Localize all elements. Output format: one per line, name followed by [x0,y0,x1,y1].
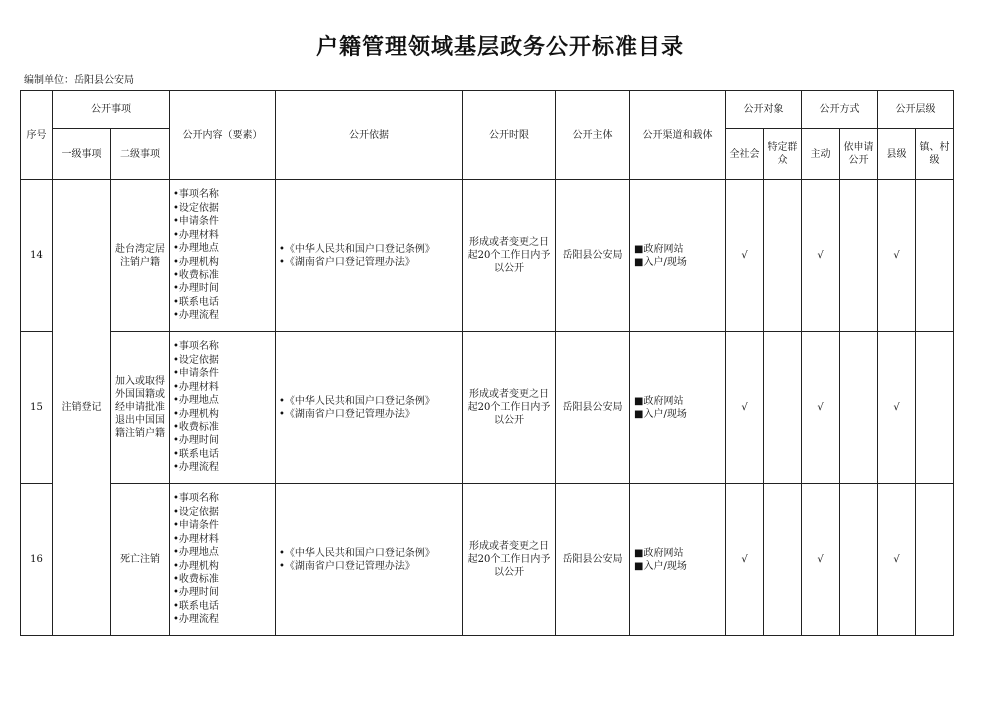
content-item: •办理时间 [173,283,219,295]
content-item: •办理材料 [173,229,219,241]
basis-item: •《湖南省户口登记管理办法》 [279,256,415,268]
check-method-active: √ [802,484,840,636]
channel-item: ■政府网站 [634,243,684,255]
row-time-limit: 形成或者变更之日起20个工作日内予以公开 [463,332,556,484]
row-subject: 岳阳县公安局 [556,180,630,332]
content-item: •办理流程 [173,310,219,322]
content-item: •办理流程 [173,462,219,474]
content-item: •申请条件 [173,520,219,532]
row-seq: 16 [21,484,53,636]
check-level-county: √ [878,484,916,636]
row-basis [276,484,463,636]
content-item: •联系电话 [173,448,219,460]
header-method: 公开方式 [802,91,878,129]
content-item: •办理地点 [173,395,219,407]
content-item: •办理机构 [173,408,219,420]
check-target-all: √ [726,332,764,484]
content-item: •联系电话 [173,600,219,612]
content-item: •申请条件 [173,368,219,380]
compiler-label: 编制单位：岳阳县公安局 [24,75,134,86]
channel-item: ■政府网站 [634,395,684,407]
row-basis [276,332,463,484]
content-item: •事项名称 [173,341,219,353]
row-basis [276,180,463,332]
channel-item: ■入户/现场 [634,560,687,572]
check-method-active: √ [802,332,840,484]
page-title: 户籍管理领域基层政务公开标准目录 [315,34,684,60]
header-subject: 公开主体 [556,91,630,180]
table-row [21,180,954,332]
row-channels [630,332,726,484]
content-item: •收费标准 [173,269,219,281]
check-method-active: √ [802,180,840,332]
channel-item: ■入户/现场 [634,408,687,420]
table-row [21,484,954,636]
check-target-specific [764,484,802,636]
check-level-town [916,180,954,332]
content-item: •事项名称 [173,189,219,201]
content-item: •设定依据 [173,506,219,518]
content-item: •办理时间 [173,587,219,599]
row-contents [170,180,276,332]
check-level-town [916,484,954,636]
header-target: 公开对象 [726,91,802,129]
header-basis: 公开依据 [276,91,463,180]
channel-item: ■入户/现场 [634,256,687,268]
content-item: •申请条件 [173,216,219,228]
check-target-specific [764,332,802,484]
basis-item: •《中华人民共和国户口登记条例》 [279,243,435,255]
row-level2: 死亡注销 [111,484,170,636]
header-target-all: 全社会 [726,129,764,180]
header-row-1 [21,91,954,129]
check-method-apply [840,332,878,484]
header-matter: 公开事项 [53,91,170,129]
channel-item: ■政府网站 [634,547,684,559]
row-level2: 加入或取得外国国籍或经申请批准退出中国国籍注销户籍 [111,332,170,484]
check-level-county: √ [878,332,916,484]
header-method-apply: 依申请公开 [840,129,878,180]
row-channels [630,484,726,636]
header-level1: 一级事项 [53,129,111,180]
row-subject: 岳阳县公安局 [556,332,630,484]
header-level-county: 县级 [878,129,916,180]
basis-item: •《湖南省户口登记管理办法》 [279,560,415,572]
basis-item: •《中华人民共和国户口登记条例》 [279,547,435,559]
header-method-active: 主动 [802,129,840,180]
content-item: •收费标准 [173,421,219,433]
content-item: •收费标准 [173,573,219,585]
row-time-limit: 形成或者变更之日起20个工作日内予以公开 [463,484,556,636]
row-channels [630,180,726,332]
header-target-specific: 特定群众 [764,129,802,180]
row-subject: 岳阳县公安局 [556,484,630,636]
content-item: •设定依据 [173,202,219,214]
content-item: •事项名称 [173,493,219,505]
table-row [21,332,954,484]
row-contents [170,484,276,636]
row-level1: 注销登记 [53,180,111,636]
content-item: •办理地点 [173,243,219,255]
row-time-limit: 形成或者变更之日起20个工作日内予以公开 [463,180,556,332]
content-item: •办理材料 [173,381,219,393]
content-item: •办理流程 [173,614,219,626]
check-level-town [916,332,954,484]
check-level-county: √ [878,180,916,332]
check-method-apply [840,484,878,636]
content-item: •联系电话 [173,296,219,308]
content-item: •办理机构 [173,256,219,268]
content-item: •办理地点 [173,547,219,559]
check-target-specific [764,180,802,332]
row-level2: 赴台湾定居注销户籍 [111,180,170,332]
header-level2: 二级事项 [111,129,170,180]
header-content: 公开内容（要素） [170,91,276,180]
header-level-town: 镇、村级 [916,129,954,180]
check-target-all: √ [726,180,764,332]
content-item: •办理机构 [173,560,219,572]
row-contents [170,332,276,484]
header-time-limit: 公开时限 [463,91,556,180]
header-seq: 序号 [21,91,53,180]
content-item: •设定依据 [173,354,219,366]
basis-item: •《中华人民共和国户口登记条例》 [279,395,435,407]
check-method-apply [840,180,878,332]
header-channel: 公开渠道和载体 [630,91,726,180]
row-seq: 15 [21,332,53,484]
catalog-table [20,90,954,636]
content-item: •办理时间 [173,435,219,447]
content-item: •办理材料 [173,533,219,545]
row-seq: 14 [21,180,53,332]
check-target-all: √ [726,484,764,636]
basis-item: •《湖南省户口登记管理办法》 [279,408,415,420]
header-level: 公开层级 [878,91,954,129]
